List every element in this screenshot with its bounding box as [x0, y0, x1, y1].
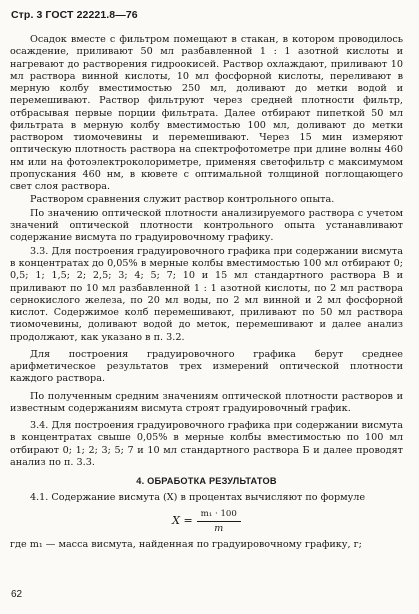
paragraph-reference-solution: Раствором сравнения служит раствор контрольного опыта.	[30, 194, 335, 206]
formula-lhs: X =	[172, 514, 193, 528]
paragraph-arithmetic-mean: Для построения градуировочного графика берут среднее арифметическое результатов трех измерений оптической плотности каждого раствора.	[10, 348, 403, 385]
page-number: 62	[11, 589, 23, 600]
paragraph-3-4: 3.4. Для построения градуировочного графика при содержании висмута в концентратах свыше 0,05% в мерные колбы вместимостью по 100 мл отбирают 0; 1; 2; 3; 5; 7 и 10 мл стандартного раствора Б и далее проводят анализ по п. 3.3.	[10, 420, 403, 468]
section-title: 4. ОБРАБОТКА РЕЗУЛЬТАТОВ	[136, 476, 277, 487]
document-body	[10, 34, 403, 553]
formula-numerator: m₁ · 100	[197, 508, 241, 522]
paragraph-where-definition: где m₁ — масса висмута, найденная по градуировочному графику, г;	[10, 539, 362, 551]
paragraph-3-3: 3.3. Для построения градуировочного графика при содержании висмута в концентратах до 0,05% в мерные колбы вместимостью 100 мл отбирают 0; 0,5; 1; 1,5; 2; 2,5; 3; 4; 5; 7; 10 и 15 мл стандартного раствора В и приливают по 10 мл разбавленной 1 : 1 азотной кислоты, по 2 мл раствора сернокислого железа, по 20 мл воды, по 2 мл винной и 2 мл фосфорной кислот. Содержимое колб перемешивают, приливают по 50 мл раствора тиомочевины, доливают водой до меток, перемешивают и далее анализ продолжают, как указано в п. 3.2.	[10, 245, 403, 343]
page-header: Стр. 3 ГОСТ 22221.8—76	[11, 9, 138, 21]
formula	[10, 508, 403, 536]
formula-denominator: m	[214, 522, 224, 534]
paragraph-optical-density: По значению оптической плотности анализируемого раствора с учетом значений оптической плотности контрольного опыта устанавливают содержание висмута по градуировочному графику.	[10, 207, 403, 244]
paragraph-calibration-graph: По полученным средним значениям оптической плотности растворов и известным содержаниям висмута строят градуировочный график.	[10, 390, 403, 414]
formula-fraction	[197, 508, 241, 536]
paragraph-4-1: 4.1. Содержание висмута (X) в процентах вычисляют по формуле	[30, 492, 366, 504]
paragraph-precipitate: Осадок вместе с фильтром помещают в стакан, в котором проводилось осаждение, приливают 50 мл разбавленной 1 : 1 азотной кислоты и нагревают до растворения гидроокисей. Раствор охлаждают, приливают 10 мл раствора винной кислоты, 10 мл фосфорной кислоты, переливают в мерную колбу вместимостью 250 мл, доливают до метки водой и перемешивают. Раствор фильтруют через средней плотности фильтр, отбрасывая первые порции фильтрата. Далее отбирают пипеткой 50 мл фильтрата в мерную колбу вместимостью 100 мл, доливают до метки раствором тиомочевины и перемешивают. Через 15 мин измеряют оптическую плотность раствора на спектрофотометре при длине волны 460 нм или на фотоэлектроколориметре, применяя светофильтр с максимумом пропускания 460 нм, в кювете с оптимальной толщиной поглощающего свет слоя раствора.	[10, 34, 403, 192]
